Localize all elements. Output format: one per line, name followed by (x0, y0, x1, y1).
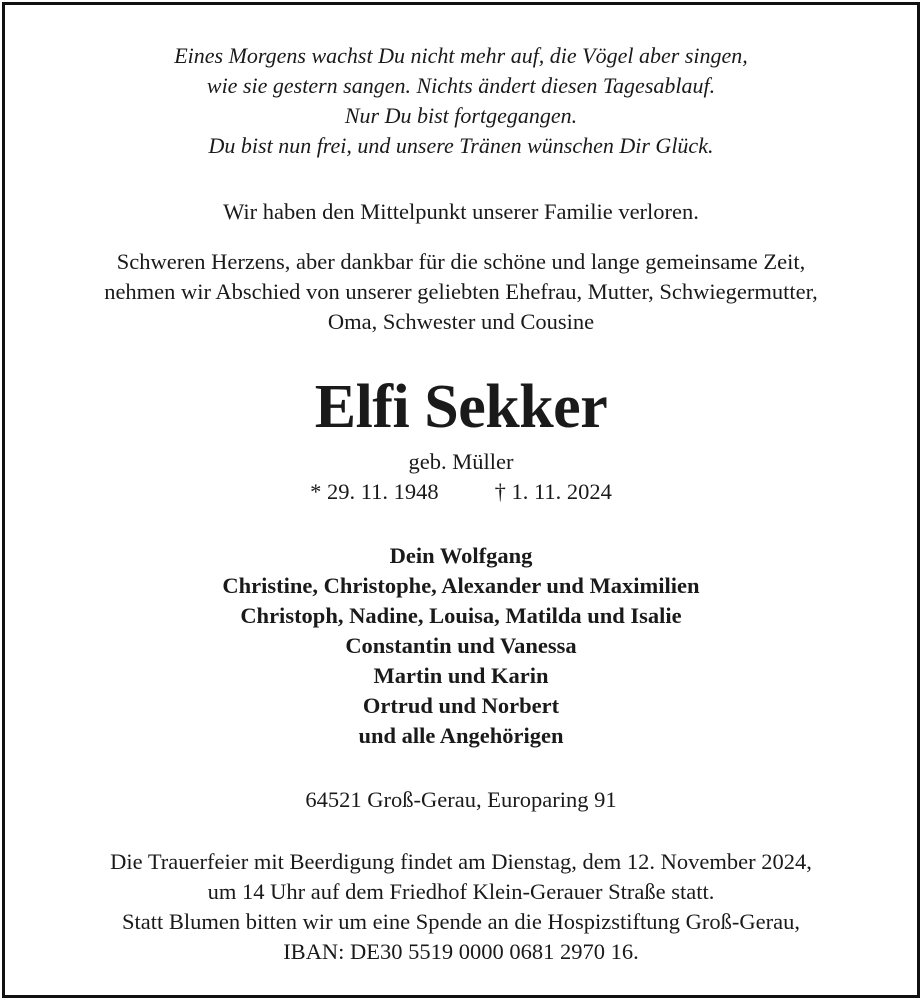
life-dates (5, 477, 917, 507)
service-details (5, 847, 917, 967)
obituary-notice (2, 2, 920, 998)
service-line: um 14 Uhr auf dem Friedhof Klein-Gerauer Straße statt. (207, 879, 715, 904)
farewell-text (5, 247, 917, 337)
birth-date: * 29. 11. 1948 (310, 479, 439, 504)
service-line: IBAN: DE30 5519 0000 0681 2970 16. (283, 939, 639, 964)
mourner-line: Christine, Christophe, Alexander und Maximilien (222, 573, 700, 598)
service-line: Statt Blumen bitten wir um eine Spende an die Hospizstiftung Groß-Gerau, (122, 909, 800, 934)
death-date: † 1. 11. 2024 (494, 479, 612, 504)
deceased-name: Elfi Sekker (314, 373, 608, 441)
farewell-line: nehmen wir Abschied von unserer geliebten Ehefrau, Mutter, Schwiegermutter, (104, 279, 818, 304)
mourner-line: Martin und Karin (373, 663, 549, 688)
poem-line: Nur Du bist fortgegangen. (344, 103, 578, 128)
maiden-name: geb. Müller (408, 449, 514, 474)
farewell-line: Oma, Schwester und Cousine (327, 309, 595, 334)
poem-line: Du bist nun frei, und unsere Tränen wünschen Dir Glück. (208, 133, 714, 158)
farewell-line: Schweren Herzens, aber dankbar für die schöne und lange gemeinsame Zeit, (116, 249, 806, 274)
mourner-line: und alle Angehörigen (358, 723, 564, 748)
mourner-line: Ortrud und Norbert (362, 693, 560, 718)
service-line: Die Trauerfeier mit Beerdigung findet am Dienstag, dem 12. November 2024, (110, 849, 812, 874)
poem-line: Eines Morgens wachst Du nicht mehr auf, die Vögel aber singen, (174, 43, 748, 68)
family-address: 64521 Groß-Gerau, Europaring 91 (305, 787, 617, 812)
mourners-list (5, 541, 917, 751)
mourner-line: Christoph, Nadine, Louisa, Matilda und Isalie (240, 603, 682, 628)
poem-line: wie sie gestern sangen. Nichts ändert diesen Tagesablauf. (206, 73, 716, 98)
intro-text: Wir haben den Mittelpunkt unserer Familie verloren. (223, 199, 699, 224)
mourner-line: Dein Wolfgang (389, 543, 533, 568)
mourner-line: Constantin und Vanessa (345, 633, 577, 658)
poem (5, 41, 917, 161)
